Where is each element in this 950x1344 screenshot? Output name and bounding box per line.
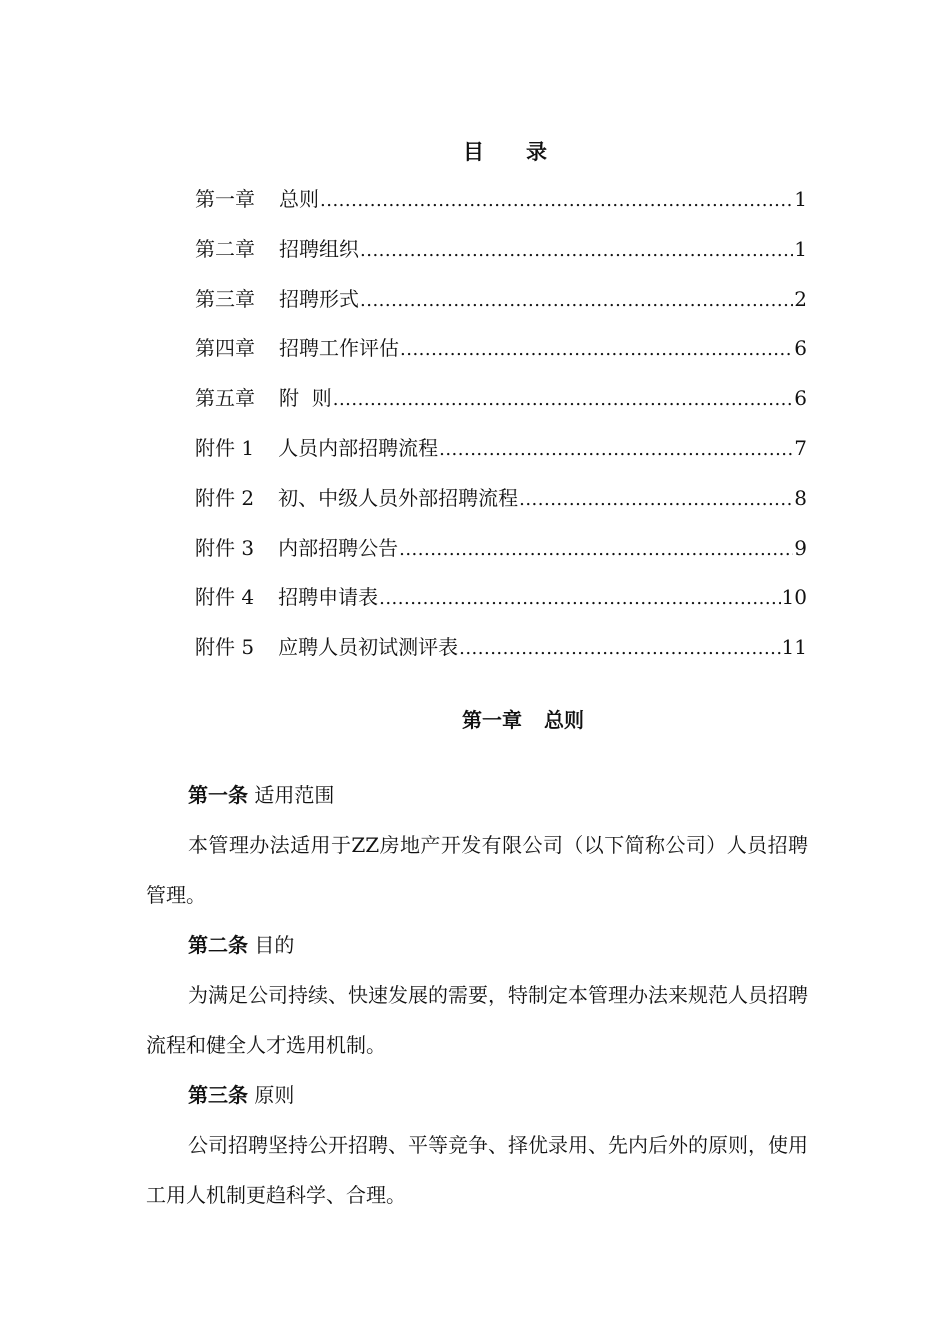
toc-entry-number: 第一章 xyxy=(195,187,255,211)
article-label: 第三条 xyxy=(188,1083,248,1107)
toc-leader-dots xyxy=(439,434,793,466)
toc-entry-number: 附件 2 xyxy=(195,485,255,510)
toc-entry-number: 第四章 xyxy=(195,336,255,361)
toc-entry-title: 招聘工作评估 xyxy=(279,336,399,361)
toc-entry-title: 应聘人员初试测评表 xyxy=(278,635,459,660)
toc-title-left: 目 xyxy=(463,139,484,164)
toc-entry-page: 7 xyxy=(794,435,807,460)
toc-entry-number: 附件 5 xyxy=(195,635,255,660)
article-title: 目的 xyxy=(254,933,295,957)
toc-entry[interactable] xyxy=(195,581,807,631)
toc-entry-label xyxy=(195,382,332,414)
toc-entry-title: 招聘形式 xyxy=(279,286,359,311)
toc-entry-title: 人员内部招聘流程 xyxy=(278,435,439,460)
toc-entry-page: 10 xyxy=(781,585,807,610)
toc-leader-dots xyxy=(400,334,793,366)
chapter-number: 第一章 xyxy=(462,708,522,732)
toc-title-right: 录 xyxy=(526,139,547,164)
toc-entry-label xyxy=(195,482,518,514)
toc-entry-label xyxy=(195,332,399,364)
article-title: 原则 xyxy=(254,1083,295,1107)
toc-entry[interactable] xyxy=(195,233,807,283)
article-paragraph: 公司招聘坚持公开招聘、平等竞争、择优录用、先内后外的原则，使用工用人机制更趋科学、合理。 xyxy=(146,1133,808,1207)
toc-leader-dots xyxy=(333,384,794,416)
chapter-body xyxy=(146,770,808,1220)
toc-entry-page: 8 xyxy=(794,485,807,510)
toc-entry[interactable] xyxy=(195,283,807,333)
toc-entry-number: 第三章 xyxy=(195,286,255,311)
toc-entry-page: 6 xyxy=(794,336,807,361)
toc-entry-title: 总则 xyxy=(279,187,319,211)
article-heading xyxy=(146,770,808,820)
toc-entry-label xyxy=(195,532,398,564)
article-title: 适用范围 xyxy=(254,783,335,807)
toc-title xyxy=(0,136,950,166)
article-label: 第二条 xyxy=(188,933,248,957)
toc-leader-dots xyxy=(379,583,780,615)
toc-leader-dots xyxy=(399,534,793,566)
toc-entry-label xyxy=(195,283,359,315)
toc-entry[interactable] xyxy=(195,432,807,482)
toc-entry-page: 1 xyxy=(794,187,807,211)
toc-entry-label xyxy=(195,432,438,464)
toc-entry-page: 9 xyxy=(794,535,807,560)
toc-entry-number: 第五章 xyxy=(195,386,255,411)
toc-entry-label xyxy=(195,581,378,613)
toc-entry[interactable] xyxy=(195,332,807,382)
toc-entry-page: 2 xyxy=(794,286,807,311)
toc-entry-number: 附件 4 xyxy=(195,585,255,610)
toc-entry-page: 11 xyxy=(781,635,807,660)
toc-leader-dots xyxy=(459,633,780,665)
toc-entry-label xyxy=(195,631,458,663)
article-label: 第一条 xyxy=(188,783,248,807)
toc-entry[interactable] xyxy=(195,482,807,532)
toc-leader-dots xyxy=(360,235,793,267)
toc-entry-title: 招聘组织 xyxy=(279,236,359,261)
toc-entry-label xyxy=(195,183,319,215)
article-heading xyxy=(146,920,808,970)
toc-entry[interactable] xyxy=(195,532,807,582)
toc-entry-title: 初、中级人员外部招聘流程 xyxy=(278,485,519,510)
toc-entry[interactable] xyxy=(195,631,807,681)
toc-entry[interactable] xyxy=(195,382,807,432)
toc-entry-page: 1 xyxy=(794,236,807,261)
toc-leader-dots xyxy=(320,185,793,217)
chapter-heading xyxy=(0,704,950,733)
toc-entry[interactable] xyxy=(195,183,807,233)
toc-leader-dots xyxy=(519,484,793,516)
toc-entry-number: 第二章 xyxy=(195,236,255,261)
toc-entry-title: 内部招聘公告 xyxy=(278,535,399,560)
toc-entry-title: 附 则 xyxy=(279,386,332,411)
toc-entry-number: 附件 3 xyxy=(195,535,255,560)
article-paragraph: 为满足公司持续、快速发展的需要，特制定本管理办法来规范人员招聘流程和健全人才选用机制。 xyxy=(146,983,808,1057)
toc-leader-dots xyxy=(360,285,793,317)
article-heading xyxy=(146,1070,808,1120)
toc-entry-page: 6 xyxy=(794,386,807,411)
chapter-title: 总则 xyxy=(544,708,584,732)
toc-entry-label xyxy=(195,233,359,265)
article-paragraph: 本管理办法适用于ZZ房地产开发有限公司（以下简称公司）人员招聘管理。 xyxy=(146,833,808,907)
table-of-contents xyxy=(195,183,807,681)
toc-entry-number: 附件 1 xyxy=(195,435,255,460)
toc-entry-title: 招聘申请表 xyxy=(278,585,379,610)
